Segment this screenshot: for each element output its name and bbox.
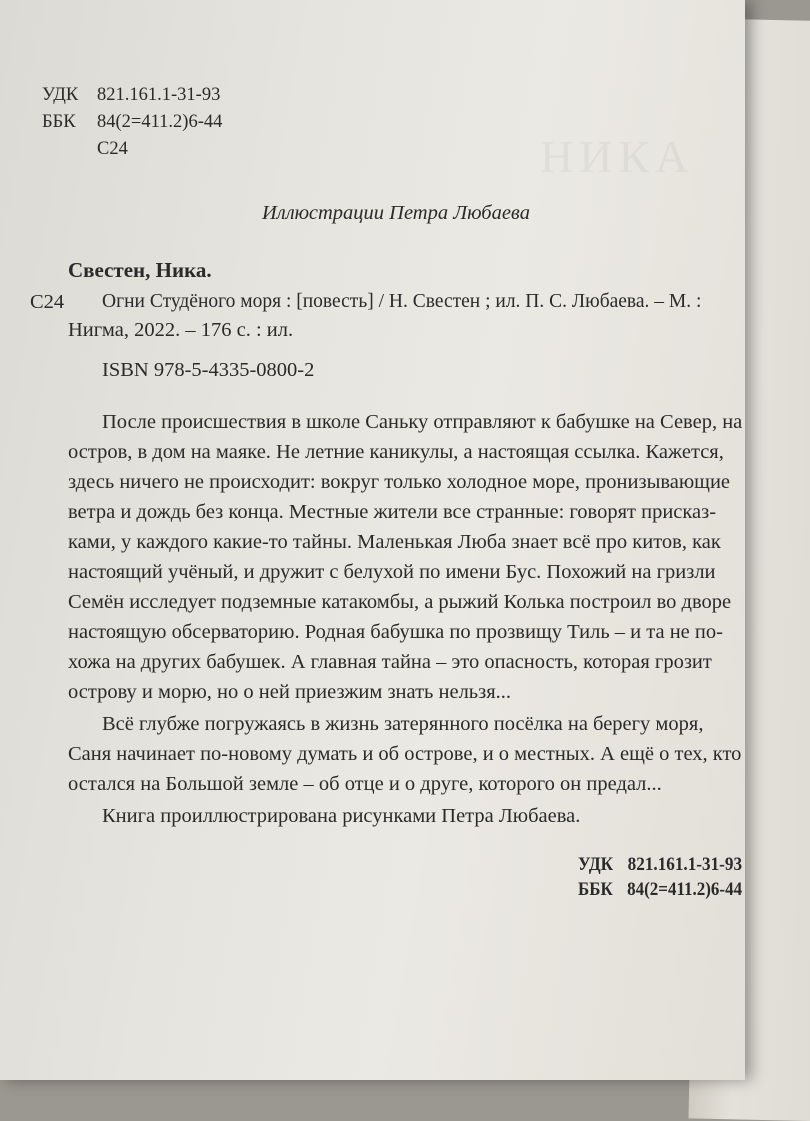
author-mark-top: С24 bbox=[97, 139, 128, 159]
author-heading: Свестен, Ника. bbox=[68, 258, 212, 282]
bbk-label-bottom: ББК bbox=[578, 879, 613, 900]
annotation-line: Семён исследует подземные катакомбы, а рыжий Колька построил во дворе bbox=[68, 591, 732, 613]
annotation-line: настоящую обсерваторию. Родная бабушка по прозвищу Тиль – и та не по- bbox=[68, 621, 723, 643]
bbk-value: 84(2=411.2)6-44 bbox=[97, 112, 223, 132]
bbk-label: ББК bbox=[42, 112, 76, 132]
isbn: ISBN 978-5-4335-0800-2 bbox=[102, 359, 315, 381]
show-through-text bbox=[540, 130, 694, 183]
udk-line bbox=[42, 86, 220, 105]
udk-value: 821.161.1-31-93 bbox=[97, 85, 221, 105]
annotation-line: настоящий учёный, и дружит с белухой по имени Бус. Похожий на гризли bbox=[68, 561, 716, 583]
annotation-line: остался на Большой земле – об отце и о друге, которого он предал... bbox=[68, 773, 662, 795]
annotation-line: После происшествия в школе Саньку отправляют к бабушке на Север, на bbox=[102, 411, 743, 433]
annotation-line: Всё глубже погружаясь в жизнь затерянного посёлка на берегу моря, bbox=[102, 713, 704, 735]
bbk-value-bottom: 84(2=411.2)6-44 bbox=[627, 879, 743, 900]
udk-label-bottom: УДК bbox=[578, 854, 614, 875]
illustrator-note: Иллюстрации Петра Любаева bbox=[262, 202, 530, 224]
annotation-line: здесь ничего не происходит: вокруг только холодное море, пронизывающие bbox=[68, 471, 731, 493]
bib-line-2: Нигма, 2022. – 176 с. : ил. bbox=[68, 319, 294, 341]
annotation-line: Саня начинает по-новому думать и об острове, и о местных. А ещё о тех, кто bbox=[68, 743, 742, 765]
annotation-line: хожа на других бабушек. А главная тайна – это опасность, которая грозит bbox=[68, 651, 712, 673]
udk-label: УДК bbox=[42, 85, 79, 105]
bib-line-1: Огни Студёного моря : [повесть] / Н. Свестен ; ил. П. С. Любаева. – М. : bbox=[102, 291, 702, 312]
annotation-line: Книга проиллюстрирована рисунками Петра Любаева. bbox=[102, 805, 581, 827]
annotation-line: остров, в дом на маяке. Не летние каникулы, а настоящая ссылка. Кажется, bbox=[68, 441, 724, 463]
author-mark: С24 bbox=[30, 291, 65, 313]
udk-line-bottom bbox=[578, 855, 742, 874]
annotation-line: ками, у каждого какие-то тайны. Маленькая Люба знает всё про китов, как bbox=[68, 531, 721, 553]
annotation-line: острову и морю, но о ней приезжим знать нельзя... bbox=[68, 681, 512, 703]
bbk-line bbox=[42, 113, 222, 132]
bbk-line-bottom bbox=[578, 880, 742, 899]
udk-value-bottom: 821.161.1-31-93 bbox=[627, 854, 743, 875]
annotation-line: ветра и дождь без конца. Местные жители все странные: говорят присказ- bbox=[68, 501, 717, 523]
